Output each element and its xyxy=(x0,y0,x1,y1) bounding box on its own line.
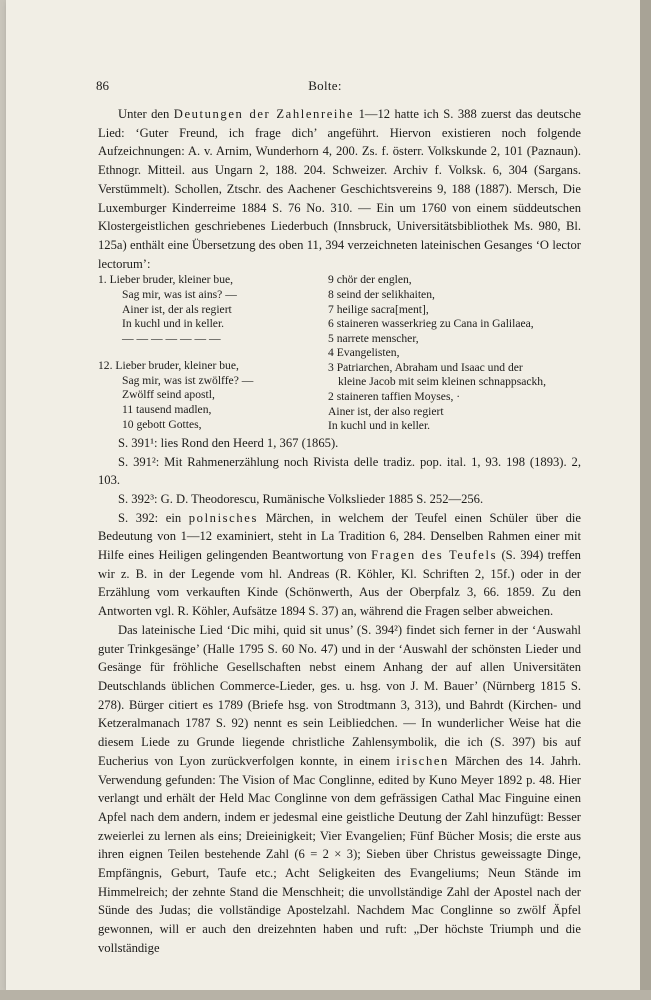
poem-line: 3 Patriarchen, Abraham und Isaac und der xyxy=(328,360,523,374)
reference-391-2: S. 391²: Mit Rahmenerzählung noch Rivista delle tradiz. pop. ital. 1, 93. 198 (1893). 2, 103. xyxy=(98,454,581,488)
page-number: 86 xyxy=(96,78,109,93)
body-text xyxy=(98,105,581,958)
poem-line: 5 narrete menscher, xyxy=(328,331,419,345)
poem-line: 9 chör der englen, xyxy=(328,273,412,287)
text-run: Das lateinische Lied ‘Dic mihi, quid sit unus’ (S. 394²) findet sich ferner in der ‘Auswahl guter Trinkgesänge’ (Halle 1795 S. 60 No. 47) und in der ‘Auswahl der schönsten Lieder und Gesänge für fröhliche Gesellschaften nebst einem Anhang der auf allen Universitäten Deutschlands üblichen Commerce-Lieder, ges. u. hsg. von J. M. Bauer’ (Nürnberg 1815 S. 278). Bürger citiert es 1789 (Briefe hsg. von Strodtmann 3, 313), und Bahrdt (Kirchen- und Ketzeralmanach 1787 S. 92) nennt es sein Leibliedchen. — In wunderlicher Weise hat die diesem Liede zu Grunde liegende christliche Zahlensymbolik, die ich (S. 397) bis auf Eucherius von Lyon zurückverfolgen konnte, in einem xyxy=(98,622,581,768)
spaced-term: polnisches xyxy=(188,510,258,525)
poem-line xyxy=(98,346,320,359)
spaced-term: Fragen des Teufels xyxy=(371,548,498,563)
text-run: (S. 394) treffen wir z. B. in der Legende vom hl. Andreas (R. Köhler, Kl. Schriften 2, 15f.) oder in der Erzählung vom verkauften Kinde (Schönwerth, Aus der Oberpfalz 3, 66. 1859. Zu den Antworten vgl. R. Köhler, Aufsätze 1894 S. 37) an, während die Fragen selber abweichen. xyxy=(98,548,581,619)
poem-line: kleine Jacob mit seim kleinen schnappsackh, xyxy=(338,375,546,389)
text-run: Unter den xyxy=(118,107,174,121)
reference-391-1: S. 391¹: lies Rond den Heerd 1, 367 (1865). xyxy=(118,435,339,450)
poem-line: 11 tausend madlen, xyxy=(122,403,212,417)
page-bottom-edge xyxy=(0,990,651,1000)
poem-line: 7 heilige sacra[ment], xyxy=(328,302,429,316)
text-run: Märchen des 14. Jahrh. Verwendung gefunden: The Vision of Mac Conglinne, edited by Kuno Meyer 1892 p. 48. Hier verlangt und erhält der Held Mac Conglinne von dem gefrässigen Cathal Mac Finguine einen Apfel nach dem andern, indem er jedesmal eine geistliche Deutung der Zahl hinzufügt: Besser zweierlei zu lernen als eins; Dreieinigkeit; Vier Evangelien; Fünf Bücher Mosis; die erste aus ihren eignen Teilen bestehende Zahl (6 = 2 × 3); Sieben über Christus geweissagte Dinge, Empfängnis, Geburt, Taufe etc.; Acht Seligkeiten des Evangeliums; Neun Stände im Himmelreich; der zehnte Stand die Menschheit; die unvollständige Zahl der Apostel nach der Sünde des Judas; die vollständige Apostelzahl. Nachdem Mac Conglinne so zwölf Äpfel gewonnen, will er auch den dreizehnten haben und ruft: „Der höchste Triumph und die vollständige xyxy=(98,753,581,955)
poem-block xyxy=(98,273,581,434)
poem-line: Ainer ist, der also regiert xyxy=(328,404,444,418)
poem-line: 6 staineren wasserkrieg zu Cana in Galilaea, xyxy=(328,317,534,331)
running-header xyxy=(94,78,556,96)
page-edge xyxy=(640,0,651,1000)
paragraph-392 xyxy=(98,509,581,621)
poem-line: — — — — — — — xyxy=(122,331,221,345)
poem-line: 12. Lieber bruder, kleiner bue, xyxy=(98,359,239,373)
poem-line: 4 Evangelisten, xyxy=(328,346,400,360)
paragraph-latin-song xyxy=(98,621,581,958)
poem-left-column xyxy=(98,273,320,434)
paragraph-deutungen xyxy=(98,105,581,273)
running-head: Bolte: xyxy=(308,78,342,93)
poem-line: In kuchl und in keller. xyxy=(328,419,431,433)
reference-392-3: S. 392³: G. D. Theodorescu, Rumänische Volkslieder 1885 S. 252—256. xyxy=(118,491,484,506)
spaced-term: Deutungen der Zahlenreihe xyxy=(173,107,355,121)
spaced-term: irischen xyxy=(396,753,449,768)
poem-line: Sag mir, was ist zwölffe? — xyxy=(122,373,254,387)
poem-line: 2 staineren taffien Moyses, · xyxy=(328,390,461,404)
poem-line: Ainer ist, der als regiert xyxy=(122,302,232,316)
poem-right-column xyxy=(328,273,581,434)
poem-line: Sag mir, was ist ains? — xyxy=(122,287,237,301)
poem-line: 10 gebott Gottes, xyxy=(122,417,202,431)
text-run: Märchen, in welchem der Teufel einen Schüler über die Bedeutung von 1—12 examiniert, steht in La Tradition 6, 284. Denselben Rahmen einer mit Hilfe eines Heiligen gelingenden Beantwortung von xyxy=(98,510,581,563)
poem-line: 1. Lieber bruder, kleiner bue, xyxy=(98,273,234,287)
poem-line: In kuchl und in keller. xyxy=(122,317,225,331)
text-run: 1—12 hatte ich S. 388 zuerst das deutsche Lied: ‘Guter Freund, ich frage dich’ angeführt. Hiervon existieren noch folgende Aufzeichnungen: A. v. Arnim, Wunderhorn 4, 200. Zs. f. österr. Volkskunde 2, 101 (Paznaun). Ethnogr. Mitteil. aus Ungarn 2, 188. 204. Schweizer. Archiv f. Volksk. 6, 304 (Sargans. Verstümmelt). Schollen, Ztschr. des Aachener Geschichtsvereins 9, 188 (1887). Mersch, Die Luxemburger Kinderreime 1884 S. 76 No. 310. — Ein um 1760 von einem süddeutschen Klostergeistlichen geschriebenes Liederbuch (Innsbruck, Universitätsbibliothek Ms. 980, Bl. 125a) enthält eine Übersetzung des oben 11, 394 verzeichneten lateinischen Gesanges ‘O lector lectorum’: xyxy=(98,107,581,271)
text-run: S. 392: ein xyxy=(118,510,189,525)
poem-line: 8 seind der selikhaiten, xyxy=(328,287,435,301)
poem-line: Zwölff seind apostl, xyxy=(122,388,215,402)
